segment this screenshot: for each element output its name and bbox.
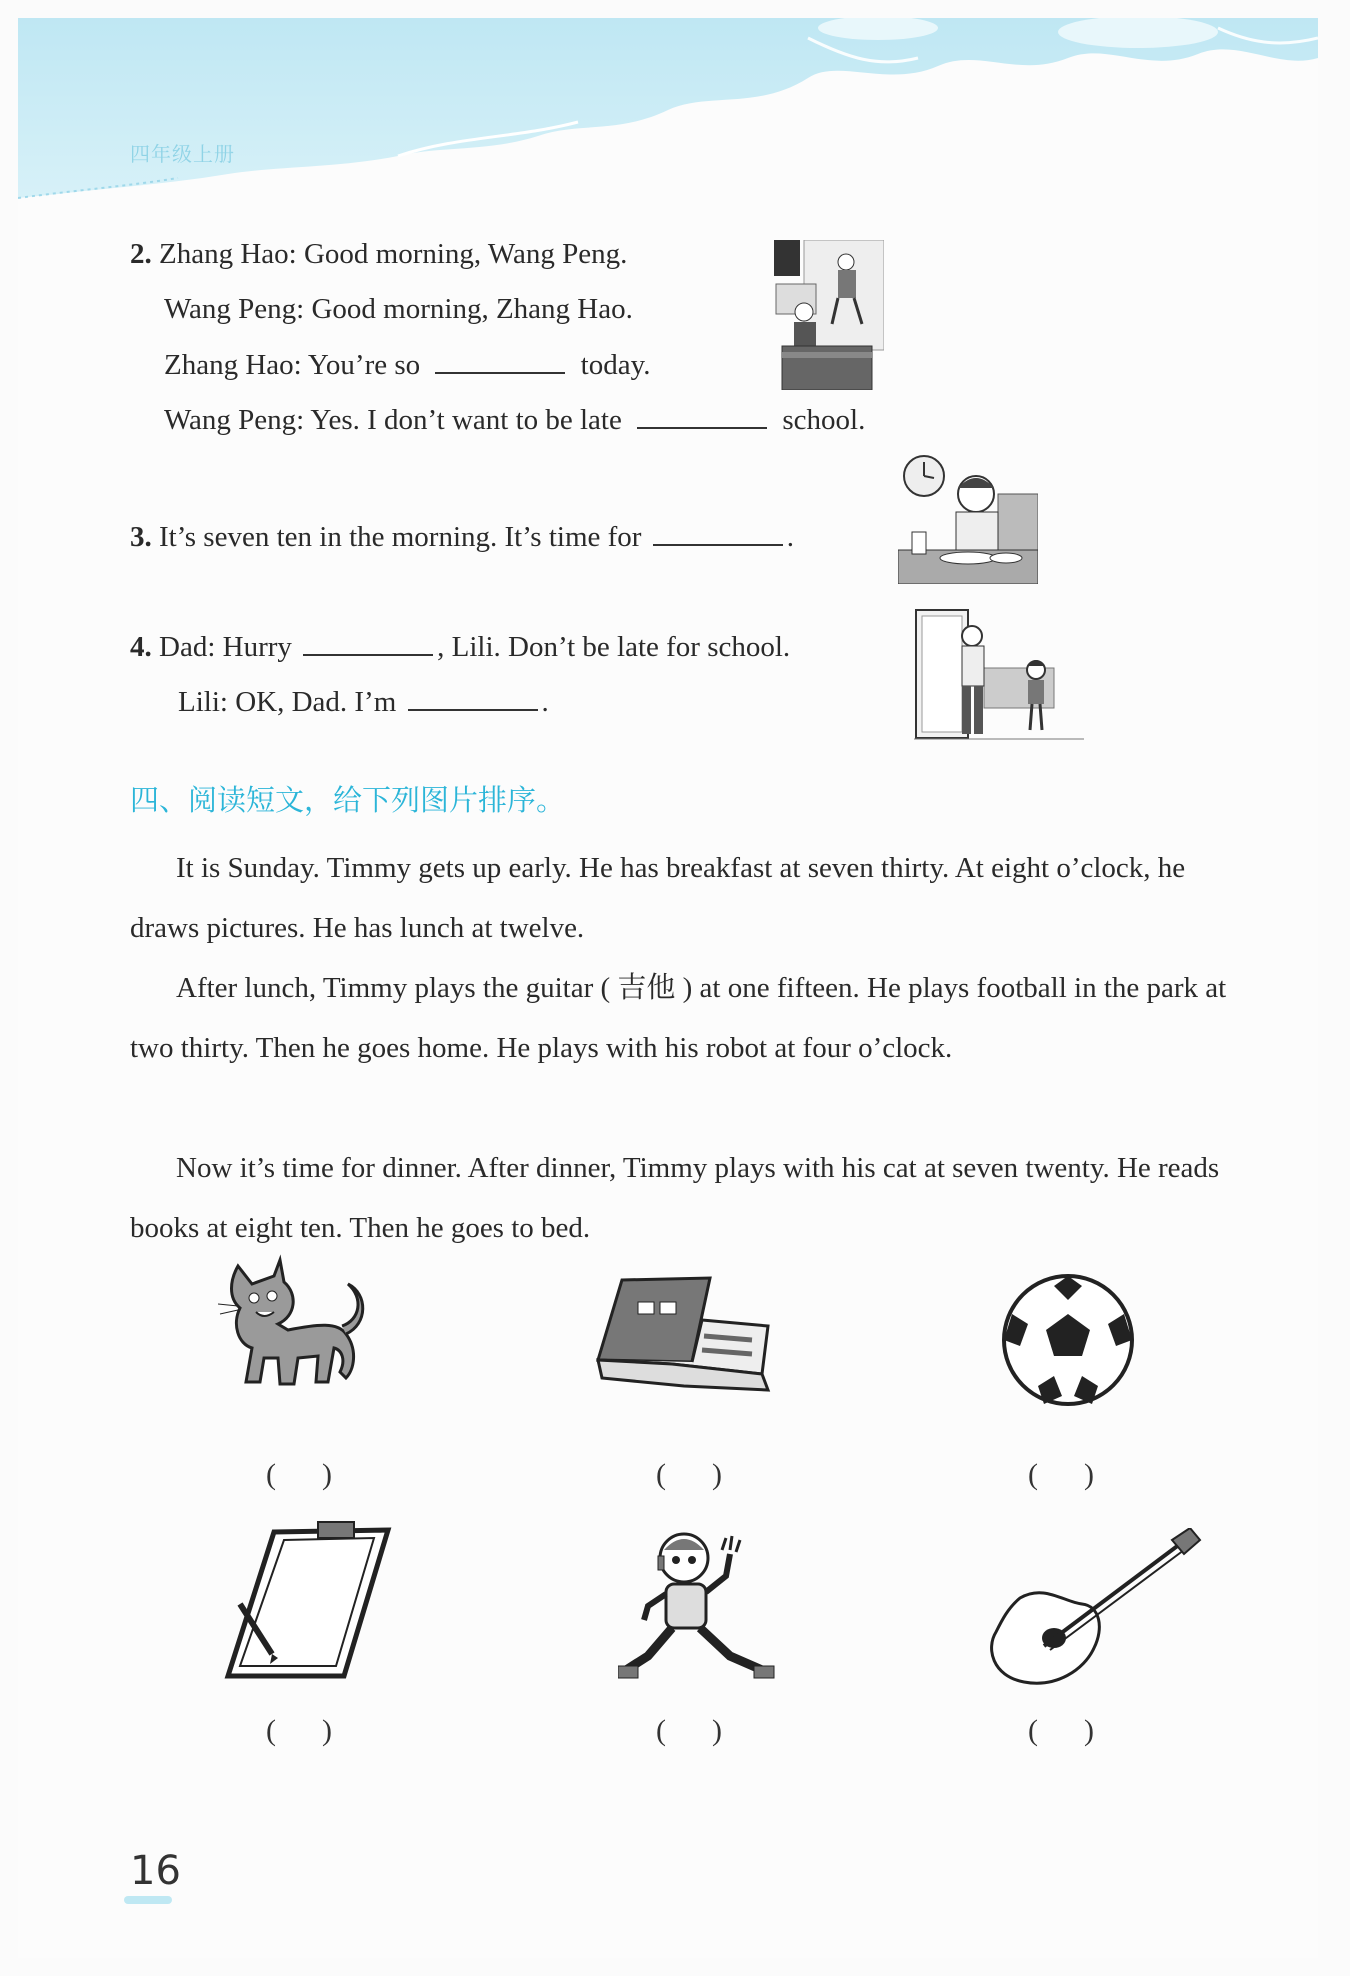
passage-paragraph-2 [130, 958, 1240, 1078]
passage-paragraph-1-text: It is Sunday. Timmy gets up early. He has breakfast at seven thirty. At eight o’clock, he draws pictures. He has lunch at twelve. [130, 852, 1186, 944]
dad-and-girl-illustration [914, 608, 1084, 740]
grade-label: 四年级上册 [130, 142, 235, 166]
drawing-board-icon [222, 1518, 392, 1688]
section-heading: 四、阅读短文，给下列图片排序。 [130, 783, 566, 817]
q4-line-2-text-b: . [541, 686, 549, 718]
q2-number: 2. [130, 238, 152, 270]
page-number-underline [124, 1896, 172, 1904]
q2-line-3 [164, 346, 650, 383]
answer-paren-2[interactable]: ( ) [656, 1458, 722, 1491]
guitar-icon [984, 1528, 1204, 1698]
q2-line-4 [164, 401, 865, 438]
passage-paragraph-3-text: Now it’s time for dinner. After dinner, Timmy plays with his cat at seven twenty. He reads books at eight ten. Then he goes to bed. [130, 1152, 1220, 1244]
football-icon [998, 1270, 1138, 1410]
q2-line-4-text-b: school. [782, 404, 866, 436]
answer-paren-5[interactable]: ( ) [656, 1714, 722, 1747]
q3-blank[interactable] [653, 518, 783, 546]
breakfast-scene-illustration [898, 454, 1038, 584]
q2-line-3-text-b: today. [580, 349, 651, 381]
answer-paren-1[interactable]: ( ) [266, 1458, 332, 1491]
q4-line-2 [178, 683, 549, 720]
q2-blank-2[interactable] [637, 401, 767, 429]
q2-line-2: Wang Peng: Good morning, Zhang Hao. [164, 293, 633, 325]
classroom-scene-illustration [774, 240, 884, 390]
q4-line-1-text-a: Dad: Hurry [159, 631, 292, 663]
q2-line-4-text-a: Wang Peng: Yes. I don’t want to be late [164, 404, 622, 436]
q4-line-2-text-a: Lili: OK, Dad. I’m [178, 686, 397, 718]
passage-paragraph-2-text: After lunch, Timmy plays the guitar ( 吉他 ) at one fifteen. He plays football in the park at two thirty. Then he goes home. He plays with his robot at four o’clock. [130, 972, 1227, 1064]
page-number: 16 [130, 1848, 181, 1894]
workbook-page [18, 18, 1318, 1958]
q3-number: 3. [130, 521, 152, 553]
q4-number: 4. [130, 631, 152, 663]
q4-line-1 [130, 628, 790, 665]
q2-line-3-text-a: Zhang Hao: You’re so [164, 349, 421, 381]
q4-blank-1[interactable] [303, 628, 433, 656]
book-icon [592, 1274, 772, 1394]
answer-paren-6[interactable]: ( ) [1028, 1714, 1094, 1747]
q2-blank-1[interactable] [435, 346, 565, 374]
q2-line-1-text: Zhang Hao: Good morning, Wang Peng. [159, 238, 628, 270]
cat-icon [218, 1254, 378, 1394]
q4-line-1-text-b: , Lili. Don’t be late for school. [437, 631, 791, 663]
passage-paragraph-3 [130, 1138, 1240, 1258]
q3-line-1-text-b: . [786, 521, 794, 553]
q3-line-1-text-a: It’s seven ten in the morning. It’s time for [159, 521, 642, 553]
q2-line-1 [130, 236, 627, 272]
passage-paragraph-1 [130, 838, 1240, 958]
q4-blank-2[interactable] [408, 683, 538, 711]
answer-paren-4[interactable]: ( ) [266, 1714, 332, 1747]
robot-icon [618, 1520, 778, 1690]
answer-paren-3[interactable]: ( ) [1028, 1458, 1094, 1491]
header-banner [18, 18, 1318, 218]
q3-line-1 [130, 518, 794, 555]
